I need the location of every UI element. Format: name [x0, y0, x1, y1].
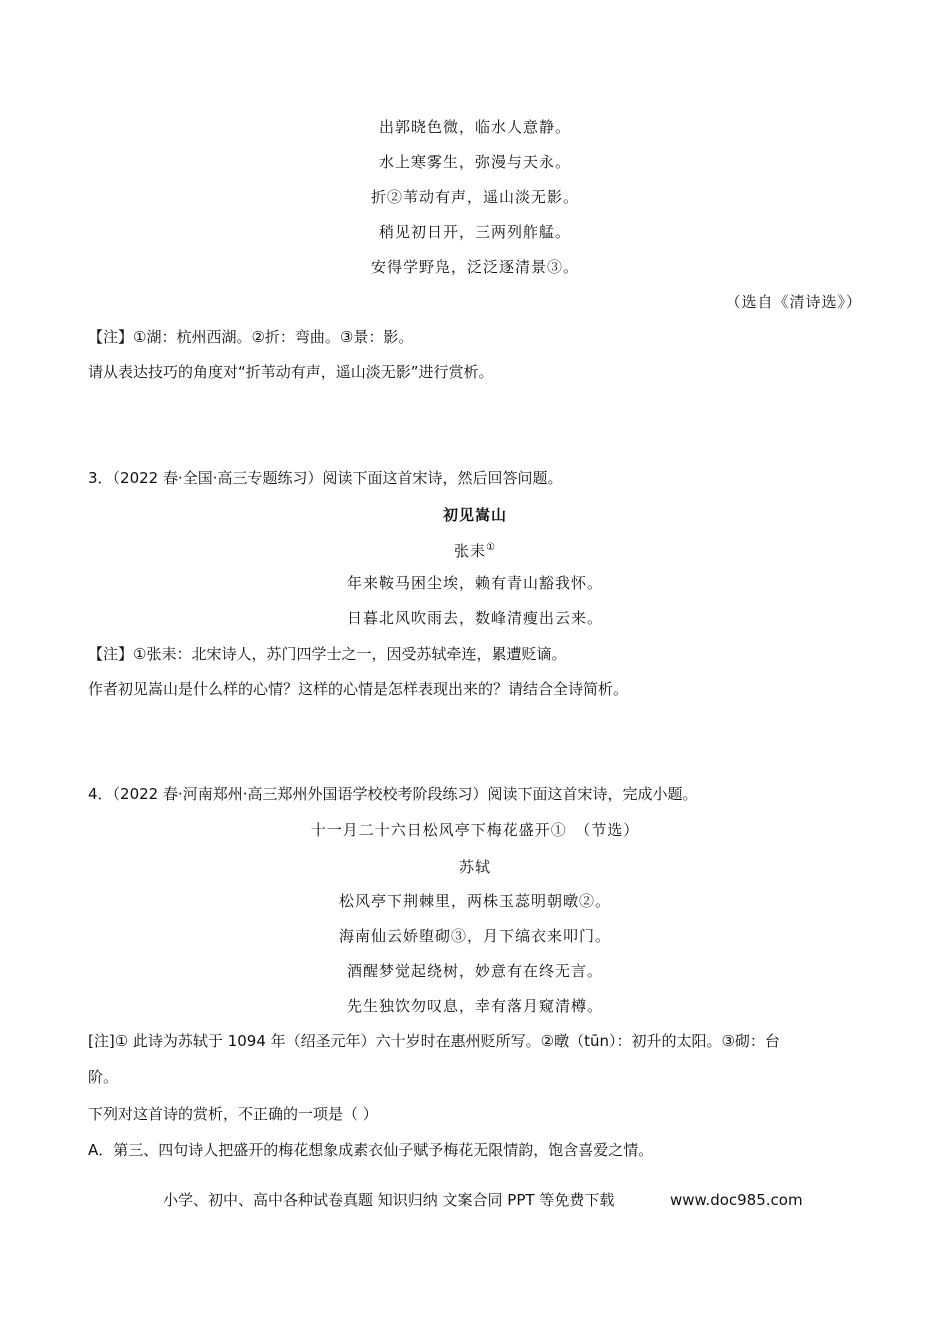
q4-poem-line-2: 海南仙云娇堕砌③，月下缟衣来叩门。 — [338, 927, 611, 945]
poem2-source: （选自《清诗选》） — [725, 293, 862, 311]
q4-header: 4．（2022 春·河南郑州·高三郑州外国语学校校考阶段练习）阅读下面这首宋诗，完成小题。 — [88, 785, 698, 803]
q4-poem-line-4: 先生独饮勿叹息，幸有落月窥清樽。 — [346, 997, 603, 1015]
q4-option-a: A．第三、四句诗人把盛开的梅花想象成素衣仙子赋予梅花无限情韵，饱含喜爱之情。 — [88, 1141, 654, 1159]
q3-header: 3．（2022 春·全国·高三专题练习）阅读下面这首宋诗，然后回答问题。 — [88, 469, 563, 487]
poem2-line-5: 安得学野凫，泛泛逐清景③。 — [370, 258, 579, 276]
q3-author-name: 张耒 — [454, 542, 487, 560]
q3-note: 【注】①张耒：北宋诗人，苏门四学士之一，因受苏轼牵连，累遭贬谪。 — [88, 645, 567, 663]
q4-note-line-1: [注]① 此诗为苏轼于 1094 年（绍圣元年）六十岁时在惠州贬所写。②暾（tūn）：初升的太阳。③砌：台 — [88, 1032, 780, 1050]
q3-poem-author — [0, 538, 950, 561]
footer-url[interactable]: www.doc985.com — [670, 1191, 803, 1209]
poem2-line-2: 水上寒雾生，弥漫与天永。 — [378, 153, 571, 171]
footer-text: 小学、初中、高中各种试卷真题 知识归纳 文案合同 PPT 等免费下载 — [163, 1191, 615, 1209]
q4-poem-author: 苏轼 — [458, 858, 491, 876]
q3-poem-line-1: 年来鞍马困尘埃，赖有青山豁我怀。 — [346, 574, 603, 592]
poem2-line-4: 稍见初日开，三两列舴艋。 — [378, 223, 571, 241]
poem2-question: 请从表达技巧的角度对“折苇动有声，遥山淡无影”进行赏析。 — [88, 363, 494, 381]
poem2-line-3: 折②苇动有声，遥山淡无影。 — [370, 188, 579, 206]
q4-question: 下列对这首诗的赏析，不正确的一项是（ ） — [88, 1105, 378, 1123]
q3-author-note-mark: ① — [486, 542, 496, 553]
q3-poem-title: 初见嵩山 — [442, 506, 507, 524]
q3-poem-line-2: 日暮北风吹雨去，数峰清瘦出云来。 — [346, 609, 603, 627]
q4-poem-line-1: 松风亭下荆棘里，两株玉蕊明朝暾②。 — [338, 892, 611, 910]
q3-question: 作者初见嵩山是什么样的心情？这样的心情是怎样表现出来的？请结合全诗简析。 — [88, 680, 629, 698]
poem2-note: 【注】①湖：杭州西湖。②折：弯曲。③景：影。 — [88, 328, 414, 346]
q4-poem-line-3: 酒醒梦觉起绕树，妙意有在终无言。 — [346, 962, 603, 980]
q4-note-line-2: 阶。 — [88, 1068, 119, 1086]
q4-poem-title: 十一月二十六日松风亭下梅花盛开① （节选） — [310, 821, 640, 839]
poem2-line-1: 出郭晓色微，临水人意静。 — [378, 118, 571, 136]
